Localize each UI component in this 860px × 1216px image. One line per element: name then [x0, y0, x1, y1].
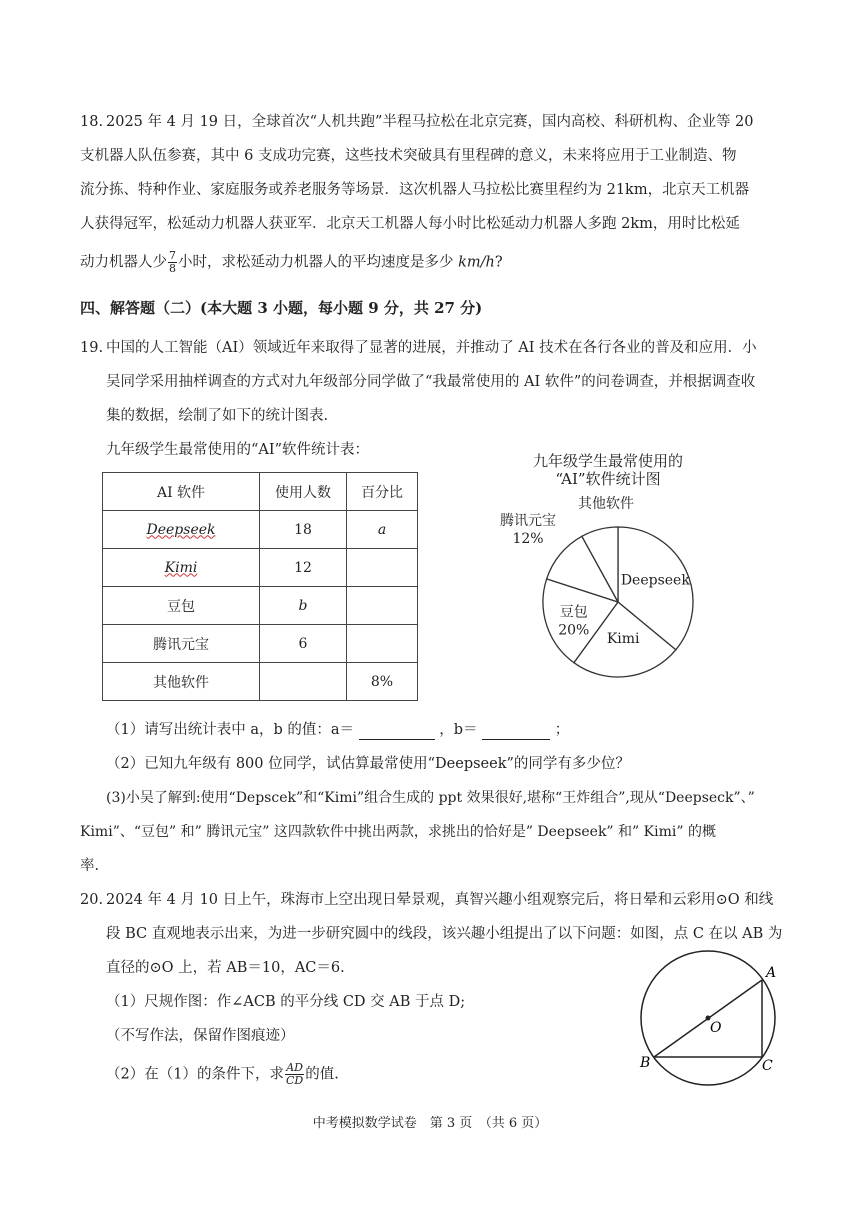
table-cell: [347, 663, 418, 701]
table-cell: [260, 511, 347, 549]
table-row: [103, 625, 418, 663]
pie-label-1: Kimi: [606, 630, 640, 647]
table-caption: 九年级学生最常使用的“AI”软件统计表：: [106, 442, 370, 458]
cell-text: 腾讯元宝: [153, 636, 209, 653]
q19-sub1: [106, 720, 569, 740]
q19-line-1: 中国的人工智能（AI）领域近年来取得了显著的进展，并推动了 AI 技术在各行各业的普及和应用．小: [106, 340, 757, 356]
pie-label-4: 其他软件: [578, 496, 634, 512]
table-header-software: [103, 473, 260, 511]
q20-sub2-suffix: 的值.: [305, 1066, 339, 1083]
header-text: 百分比: [361, 484, 403, 501]
table-header-row: [103, 473, 418, 511]
header-text: 使用人数: [275, 484, 331, 501]
cell-text: 8%: [370, 673, 394, 690]
q18-line-3: 流分拣、特种作业、家庭服务或养老服务等场景．这次机器人马拉松比赛里程约为 21km，北京天工机器: [80, 182, 750, 198]
answer-blank-a[interactable]: [359, 723, 435, 740]
table-row: [103, 587, 418, 625]
label-c: C: [762, 1058, 773, 1074]
table-cell: [103, 511, 260, 549]
q18-line-4: 人获得冠军，松延动力机器人获亚军．北京天工机器人每小时比松延动力机器人多跑 2km，用时比松延: [80, 216, 740, 232]
table-cell: [347, 549, 418, 587]
statistics-table: [102, 472, 418, 701]
fraction-denominator: 8: [169, 262, 176, 275]
q18-number: 18.: [80, 114, 104, 130]
fraction-numerator: 7: [169, 249, 176, 262]
fraction-numerator: AD: [286, 1061, 303, 1074]
pie-chart: [488, 450, 728, 680]
label-b: B: [640, 1055, 651, 1071]
fraction-denominator: CD: [285, 1074, 304, 1087]
pie-label-0: Deepseek: [620, 572, 690, 589]
cell-text: a: [377, 521, 387, 538]
circle-figure: [632, 950, 792, 1090]
speed-unit: km/h: [458, 254, 495, 271]
q20-line-1: 2024 年 4 月 10 日上午，珠海市上空出现日晕景观，真智兴趣小组观察完后，将日晕和云彩用⊙O 和线: [106, 892, 774, 908]
table-cell: [103, 625, 260, 663]
answer-blank-b[interactable]: [482, 723, 550, 740]
pie-percent-label-2: 20%: [558, 622, 590, 639]
q20-line-3: 直径的⊙O 上，若 AB＝10，AC＝6.: [106, 960, 345, 976]
q20-sub2-prefix: （2）在（1）的条件下，求: [106, 1066, 284, 1083]
table-cell: [260, 625, 347, 663]
fraction-seven-eighths: [168, 250, 177, 275]
cell-text: Deepseek: [146, 521, 216, 538]
q20-number: 20.: [80, 892, 104, 908]
table-header-count: [260, 473, 347, 511]
q19-line-3: 集的数据，绘制了如下的统计图表.: [106, 408, 329, 424]
table-cell: [103, 587, 260, 625]
label-a: A: [766, 965, 777, 981]
pie-label-3: 腾讯元宝: [500, 513, 556, 529]
cell-text: Kimi: [164, 559, 198, 576]
q20-sub2: [106, 1062, 339, 1087]
table-row: [103, 549, 418, 587]
section-heading: 四、解答题（二）(本大题 3 小题，每小题 9 分，共 27 分): [80, 299, 483, 317]
cell-text: 6: [298, 635, 308, 652]
cell-text: 18: [294, 521, 312, 538]
table-cell: [347, 625, 418, 663]
q18-line-5-suffix: 小时，求松延动力机器人的平均速度是多少: [178, 254, 459, 271]
chart-title-line-1: 九年级学生最常使用的: [532, 452, 684, 470]
table-cell: [103, 663, 260, 701]
table-cell: [103, 549, 260, 587]
q19-sub1-prefix: （1）请写出统计表中 a，b 的值：a＝: [106, 722, 359, 738]
q18-line-1: 2025 年 4 月 19 日，全球首次“人机共跑”半程马拉松在北京完赛，国内高校、科研机构、企业等 20: [106, 114, 754, 130]
q19-sub3-line-1: (3)小吴了解到:使用“Depscek”和“Kimi”组合生成的 ppt 效果很好,堪称“王炸组合”,现从“Deepseck”、”: [106, 790, 755, 806]
pie-percent-label-3: 12%: [512, 531, 544, 547]
chart-title-line-2: “AI”软件统计图: [555, 470, 661, 488]
q19-sub1-mid: ，b＝: [434, 722, 483, 738]
table-cell: [347, 587, 418, 625]
cell-text: b: [298, 597, 308, 614]
q18-end: ?: [494, 254, 503, 271]
cell-text: 其他软件: [153, 674, 209, 691]
q19-sub3-line-3: 率.: [80, 858, 100, 874]
q19-line-2: 吴同学采用抽样调查的方式对九年级部分同学做了“我最常使用的 AI 软件”的问卷调查，并根据调查收: [106, 374, 756, 390]
table-row: [103, 663, 418, 701]
table-cell: [260, 549, 347, 587]
q19-sub2: （2）已知九年级有 800 位同学，试估算最常使用“Deepseek”的同学有多少位？: [106, 756, 630, 772]
fraction-ad-over-cd: [285, 1062, 304, 1087]
q20-line-2: 段 BC 直观地表示出来，为进一步研究圆中的线段，该兴趣小组提出了以下问题：如图，点 C 在以 AB 为: [106, 926, 783, 942]
cell-text: 豆包: [167, 598, 195, 615]
table-cell: [260, 587, 347, 625]
pie-label-2: 豆包: [559, 604, 588, 621]
table-header-percent: [347, 473, 418, 511]
q18-line-2: 支机器人队伍参赛，其中 6 支成功完赛，这些技术突破具有里程碑的意义，未来将应用于工业制造、物: [80, 148, 737, 164]
q20-sub1-note: （不写作法，保留作图痕迹）: [106, 1028, 295, 1044]
page-footer: 中考模拟数学试卷 第 3 页 （共 6 页）: [312, 1116, 548, 1131]
q18-line-5-prefix: 动力机器人少: [80, 254, 167, 271]
q19-number: 19.: [80, 340, 104, 356]
q20-sub1: （1）尺规作图：作∠ACB 的平分线 CD 交 AB 于点 D;: [106, 994, 466, 1010]
table-cell: [260, 663, 347, 701]
table-row: [103, 511, 418, 549]
q18-line-5: [80, 250, 503, 275]
cell-text: 12: [294, 559, 312, 576]
label-o: O: [710, 1020, 722, 1036]
q19-sub1-end: ；: [550, 722, 570, 738]
table-cell: [347, 511, 418, 549]
q19-sub3-line-2: Kimi”、“豆包” 和” 腾讯元宝” 这四款软件中挑出两款，求挑出的恰好是” Deepseek” 和” Kimi” 的概: [80, 824, 716, 840]
header-text: AI 软件: [156, 484, 206, 501]
